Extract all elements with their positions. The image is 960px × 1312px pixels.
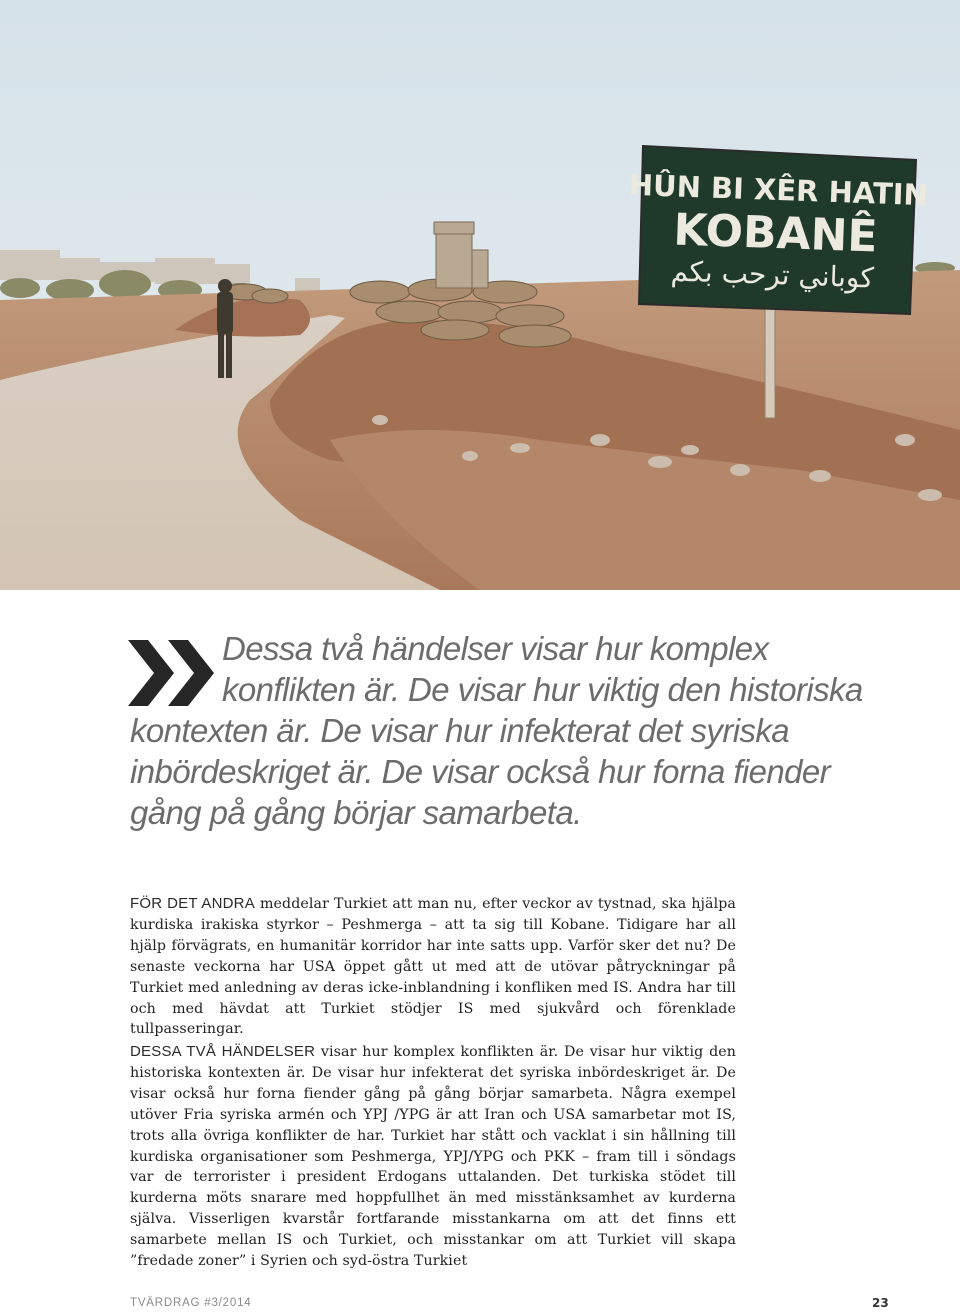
paragraph-2-lead: DESSA TVÅ HÄNDELSER — [130, 1043, 316, 1060]
sign-line-1: HÛN BI XÊR HATIN — [628, 167, 929, 213]
footer-page-number: 23 — [872, 1296, 889, 1310]
sign-arabic: كوباني ترحب بكم — [670, 254, 875, 295]
paragraph-1 — [130, 894, 736, 1040]
pull-quote-text: Dessa två händelser visar hur komplex konflikten är. De visar hur viktig den historiska kontexten är. De visar hur infekterat det syriska inbördeskriget är. De visar också hur forna fiender gång på gång börjar samarbeta. — [130, 630, 863, 831]
kobane-border-photo — [0, 0, 960, 590]
paragraph-2 — [130, 1042, 736, 1272]
welcome-sign — [628, 146, 928, 314]
paragraph-1-lead: FÖR DET ANDRA — [130, 895, 255, 912]
paragraph-1-body: meddelar Turkiet att man nu, efter veckor av tystnad, ska hjälpa kurdiska irakiska styrkor – Peshmerga – att ta sig till Kobane. Tidigare har all hjälp förvägrats, en humanitär korridor har inte satts upp. Varför sker det nu? De senaste veckorna har USA öppet gått ut med att de utövar påtryckningar på Turkiet med anledning av deras icke-inblandning i konfliken med IS. Andra har till och med hävdat att Turkiet stödjer IS med sjukvård och förenklade tullpasseringar. — [130, 896, 736, 1038]
footer-publication: TVÄRDRAG #3/2014 — [130, 1297, 252, 1309]
pull-quote — [130, 628, 890, 833]
paragraph-2-body: visar hur komplex konflikten är. De visar hur viktig den historiska kontexten är. De visar hur infekterat det syriska inbördeskriget är. De visar också hur forna fiender gång på gång börjar samarbeta. Några exempel utöver Fria syriska armén och YPJ /YPG är att Iran och USA samarbetar mot IS, trots alla övriga konflikter de har. Turkiet har stått och vacklat i sin hållning till kurdiska organisationer som Peshmerga, YPJ/YPG och PKK – fram till i söndags var de terrorister i president Erdogans uttalanden. Det turkiska stödet till kurderna möts snarare med hoppfullhet än med misstänksamhet av kurderna själva. Visserligen kvarstår fortfarande misstankarna om att det finns ett samarbete mellan IS och Turkiet, och misstankar om att Turkiet vill skapa ”fredade zoner” i Syrien och syd-östra Turkiet — [130, 1044, 736, 1270]
sign-line-2: KOBANÊ — [672, 204, 879, 263]
